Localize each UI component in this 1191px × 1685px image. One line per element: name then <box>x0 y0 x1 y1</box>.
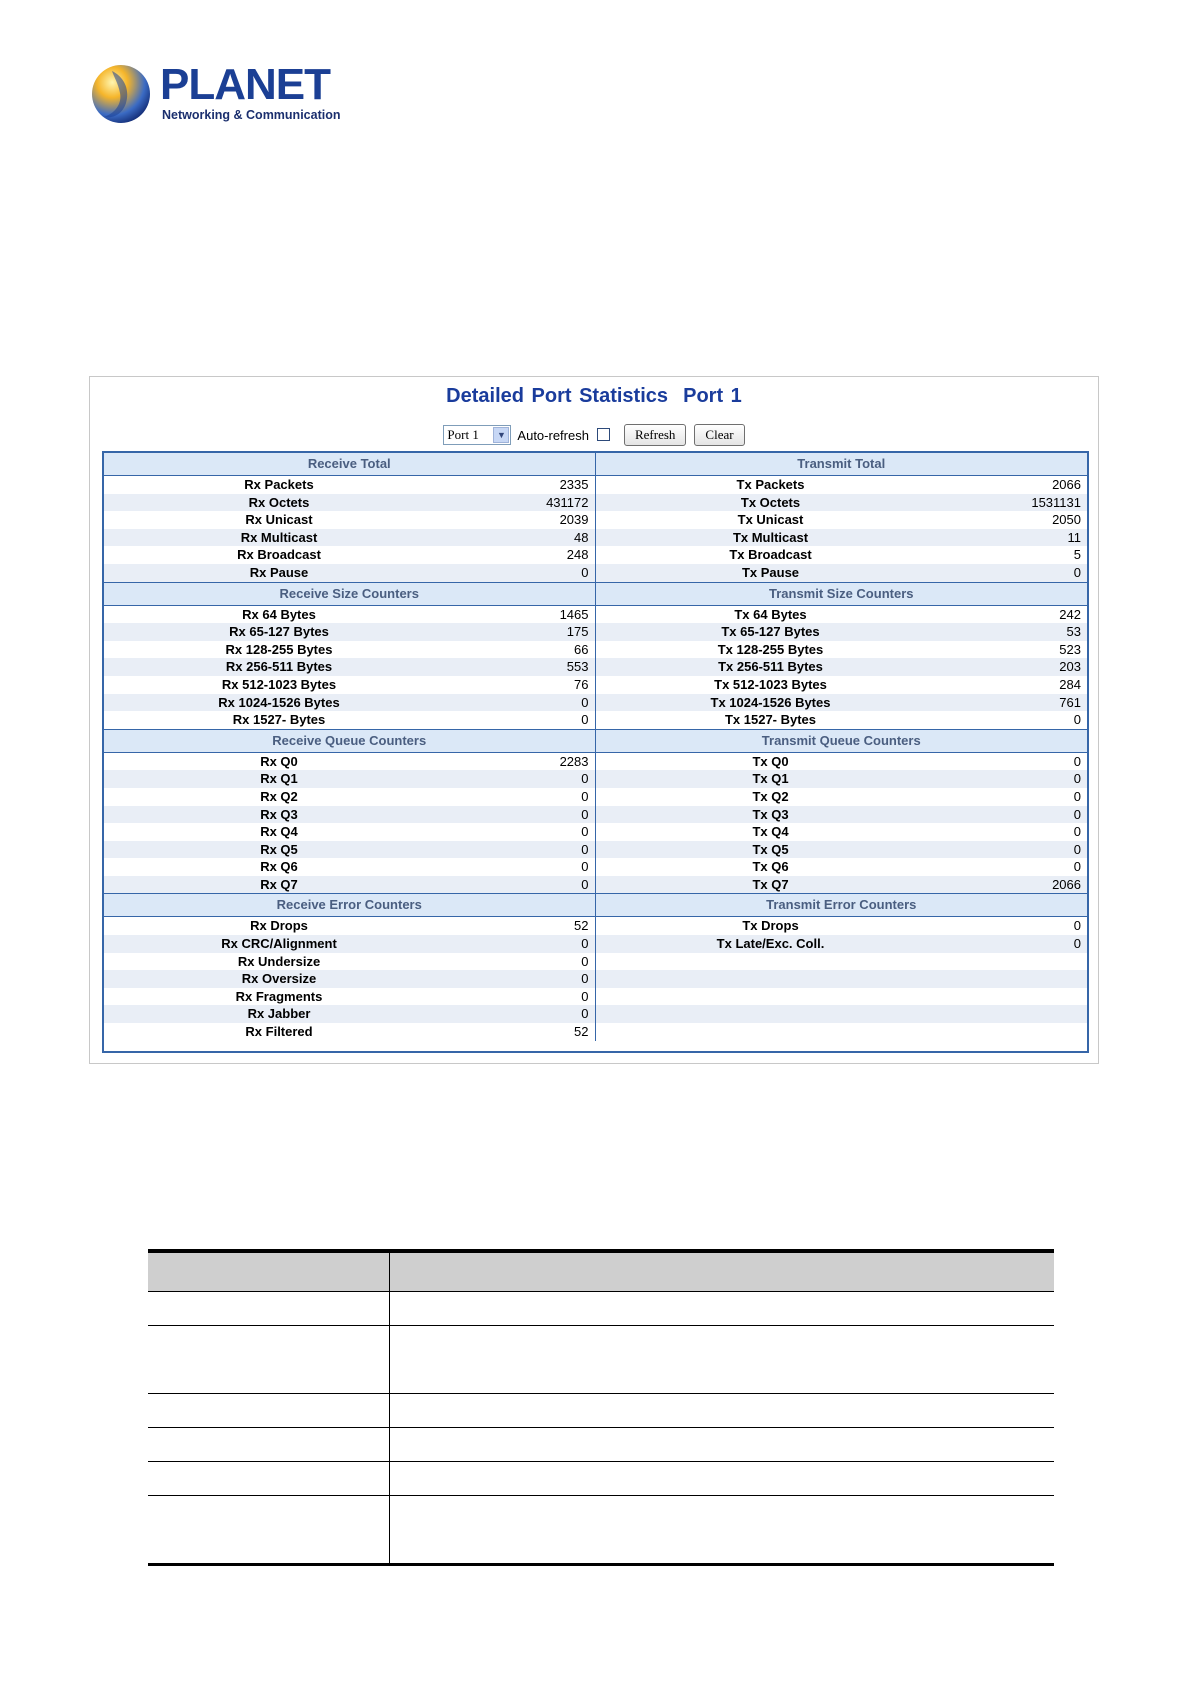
stat-label: Rx Filtered <box>245 1024 313 1040</box>
stat-value: 66 <box>574 641 589 657</box>
stat-row <box>596 711 1088 729</box>
stat-label: Tx Packets <box>736 477 805 492</box>
stat-label: Rx Q7 <box>260 876 298 892</box>
refresh-button[interactable]: Refresh <box>624 424 686 446</box>
description-row <box>148 1394 1054 1428</box>
stat-row <box>596 806 1088 824</box>
stat-row <box>596 1023 1088 1041</box>
stat-value: 5 <box>1073 547 1081 563</box>
stat-row <box>104 546 595 564</box>
stats-section <box>596 453 1088 582</box>
stat-value: 0 <box>581 859 589 875</box>
stat-row <box>104 953 595 971</box>
stat-label: Tx 65-127 Bytes <box>721 624 820 640</box>
stat-row <box>596 841 1088 859</box>
stat-label: Rx Pause <box>249 564 309 580</box>
stat-row <box>596 606 1088 624</box>
stat-value: 0 <box>1073 806 1081 822</box>
stat-row <box>104 676 595 694</box>
stat-label: Rx Q3 <box>260 806 298 822</box>
stat-label: Rx Q5 <box>260 841 298 857</box>
stat-row <box>104 1005 595 1023</box>
section-header-transmit-total: Transmit Total <box>596 453 1088 476</box>
stat-value: 248 <box>566 547 589 563</box>
stat-value: 2335 <box>559 477 589 492</box>
stat-row <box>104 917 595 935</box>
stat-row <box>596 823 1088 841</box>
stat-label: Rx 65-127 Bytes <box>229 624 329 640</box>
object-cell <box>148 1428 390 1461</box>
stat-value: 0 <box>1073 936 1081 952</box>
stat-label: Rx 1024-1526 Bytes <box>218 694 340 710</box>
stat-row <box>104 841 595 859</box>
stat-label: Rx Q0 <box>260 753 298 769</box>
stat-row <box>596 641 1088 659</box>
stats-section <box>596 582 1088 729</box>
stat-row <box>104 935 595 953</box>
description-table <box>148 1249 1054 1566</box>
stat-label: Tx Q3 <box>752 806 789 822</box>
stat-label: Rx Multicast <box>240 529 318 545</box>
stat-label: Rx Drops <box>250 918 308 934</box>
section-header-transmit-queue-counters: Transmit Queue Counters <box>596 729 1088 753</box>
stat-label: Tx Q6 <box>752 859 789 875</box>
stat-value: 761 <box>1059 694 1081 710</box>
stat-value: 1465 <box>559 606 589 622</box>
stat-row <box>596 1005 1088 1023</box>
stat-row <box>104 770 595 788</box>
stat-value: 2066 <box>1052 477 1081 492</box>
stat-row <box>596 970 1088 988</box>
stat-label: Tx Broadcast <box>729 547 812 563</box>
stat-value: 431172 <box>546 494 589 510</box>
stat-label: Tx Octets <box>740 494 801 510</box>
logo-tagline: Networking & Communication <box>162 108 341 122</box>
stat-value: 0 <box>581 988 589 1004</box>
stat-row <box>596 529 1088 547</box>
stat-label: Rx Q6 <box>260 859 298 875</box>
auto-refresh-label: Auto-refresh <box>517 427 589 443</box>
object-cell <box>148 1462 390 1495</box>
stat-value: 203 <box>1059 659 1081 675</box>
stat-row <box>104 641 595 659</box>
section-header-receive-size-counters: Receive Size Counters <box>104 582 595 606</box>
object-cell <box>148 1394 390 1427</box>
stat-label: Tx Pause <box>741 564 800 580</box>
stat-label: Tx Q4 <box>752 824 789 840</box>
auto-refresh-checkbox[interactable] <box>597 428 610 441</box>
stat-value: 242 <box>1059 606 1081 622</box>
stat-row <box>596 623 1088 641</box>
object-cell <box>148 1292 390 1325</box>
description-cell <box>390 1292 1054 1325</box>
stat-row <box>104 858 595 876</box>
globe-logo-icon <box>90 63 152 125</box>
transmit-column <box>596 453 1088 1041</box>
stat-value: 0 <box>581 971 589 987</box>
port-select-value: Port 1 <box>447 427 479 442</box>
header-object-cell <box>148 1253 390 1291</box>
stat-value: 175 <box>566 624 589 640</box>
stat-row <box>104 806 595 824</box>
stat-value: 0 <box>581 771 589 787</box>
stat-row <box>596 770 1088 788</box>
stat-row <box>596 953 1088 971</box>
stat-value: 53 <box>1066 624 1081 640</box>
port-select[interactable] <box>443 425 511 445</box>
stat-label: Rx Broadcast <box>237 547 321 563</box>
stat-row <box>104 788 595 806</box>
stat-label: Rx 64 Bytes <box>242 606 316 622</box>
stat-row <box>596 876 1088 894</box>
stat-label: Rx Octets <box>248 494 310 510</box>
stat-value: 52 <box>574 918 589 934</box>
stat-label: Rx Q4 <box>260 824 298 840</box>
receive-column <box>104 453 596 1041</box>
description-row <box>148 1326 1054 1394</box>
stat-value: 1531131 <box>1031 494 1081 510</box>
stat-value: 48 <box>574 529 589 545</box>
description-row <box>148 1292 1054 1326</box>
description-cell <box>390 1326 1054 1393</box>
stat-value: 553 <box>566 659 589 675</box>
chevron-down-icon[interactable]: ▼ <box>493 427 509 443</box>
stat-label: Tx 128-255 Bytes <box>717 641 824 657</box>
stat-row <box>104 876 595 894</box>
stats-section <box>104 729 595 894</box>
stat-row <box>104 753 595 771</box>
description-cell <box>390 1394 1054 1427</box>
toolbar <box>90 423 1098 447</box>
stat-value: 0 <box>1073 712 1081 728</box>
stats-section <box>104 453 595 582</box>
stat-label: Rx Fragments <box>235 988 323 1004</box>
section-header-transmit-size-counters: Transmit Size Counters <box>596 582 1088 606</box>
section-header-receive-error-counters: Receive Error Counters <box>104 893 595 917</box>
stat-label: Tx Multicast <box>732 529 809 545</box>
description-row <box>148 1496 1054 1563</box>
stat-value: 52 <box>574 1024 589 1040</box>
stat-row <box>596 917 1088 935</box>
stat-row <box>596 511 1088 529</box>
stats-section <box>104 893 595 1040</box>
stat-row <box>596 564 1088 582</box>
stat-label: Tx Q5 <box>752 841 789 857</box>
object-cell <box>148 1326 390 1393</box>
stat-row <box>596 788 1088 806</box>
stat-label: Rx 128-255 Bytes <box>225 641 333 657</box>
stat-value: 0 <box>581 1006 589 1022</box>
stat-label: Tx 1024-1526 Bytes <box>710 694 831 710</box>
stats-section <box>104 582 595 729</box>
stat-row <box>104 623 595 641</box>
stat-row <box>596 658 1088 676</box>
stat-value: 0 <box>581 824 589 840</box>
stat-label: Rx Undersize <box>237 953 321 969</box>
stat-row <box>104 988 595 1006</box>
stat-value: 2039 <box>559 512 589 528</box>
stat-value: 0 <box>1073 824 1081 840</box>
object-cell <box>148 1496 390 1563</box>
stat-value: 0 <box>1073 753 1081 769</box>
stat-label: Tx 256-511 Bytes <box>718 659 823 675</box>
stat-value: 0 <box>581 694 589 710</box>
stat-label: Rx 1527- Bytes <box>232 712 326 728</box>
stat-row <box>104 694 595 712</box>
header-description-cell <box>390 1253 1054 1291</box>
stat-label: Rx Oversize <box>241 971 317 987</box>
stat-row <box>104 711 595 729</box>
stat-row <box>104 823 595 841</box>
stat-value: 11 <box>1067 529 1081 545</box>
stat-row <box>104 564 595 582</box>
stat-label: Rx 512-1023 Bytes <box>221 676 337 692</box>
stat-value: 76 <box>574 676 589 692</box>
stat-value: 0 <box>581 564 589 580</box>
stat-label: Tx Q0 <box>752 753 789 769</box>
stat-value: 2283 <box>559 753 589 769</box>
stat-value: 0 <box>1073 841 1081 857</box>
statistics-table <box>102 451 1089 1053</box>
stat-value: 0 <box>581 936 589 952</box>
planet-logo <box>90 60 350 130</box>
stat-label: Tx Q1 <box>752 771 789 787</box>
stat-row <box>596 935 1088 953</box>
stat-value: 0 <box>581 953 589 969</box>
stat-label: Tx Q2 <box>752 788 789 804</box>
stat-value: 0 <box>581 712 589 728</box>
stat-value: 0 <box>581 841 589 857</box>
stats-section <box>596 893 1088 1040</box>
stat-value: 0 <box>581 876 589 892</box>
stat-label: Rx CRC/Alignment <box>221 936 337 952</box>
stat-label: Tx 512-1023 Bytes <box>714 676 827 692</box>
stat-row <box>104 658 595 676</box>
stat-row <box>596 694 1088 712</box>
stat-value: 0 <box>1073 564 1081 580</box>
description-row <box>148 1428 1054 1462</box>
stat-label: Tx 1527- Bytes <box>724 712 817 728</box>
stat-value: 0 <box>581 788 589 804</box>
stat-label: Rx Jabber <box>247 1006 311 1022</box>
stat-value: 0 <box>1073 788 1081 804</box>
clear-button[interactable]: Clear <box>694 424 744 446</box>
page-title: Detailed Port Statistics Port 1 <box>446 385 742 407</box>
logo-wordmark: PLANET <box>160 60 330 109</box>
description-cell <box>390 1462 1054 1495</box>
stat-value: 0 <box>1073 859 1081 875</box>
stat-value: 284 <box>1059 676 1081 692</box>
stat-label: Tx Late/Exc. Coll. <box>716 936 825 952</box>
stat-value: 0 <box>1073 771 1081 787</box>
stat-value: 0 <box>1073 918 1081 934</box>
description-table-header <box>148 1252 1054 1292</box>
stat-row <box>596 676 1088 694</box>
stat-value: 2066 <box>1052 876 1081 892</box>
stat-value: 0 <box>581 806 589 822</box>
stat-label: Rx Unicast <box>245 512 313 528</box>
stat-label: Rx Q2 <box>260 788 298 804</box>
stat-row <box>104 1023 595 1041</box>
stat-label: Tx Drops <box>742 918 799 934</box>
description-cell <box>390 1428 1054 1461</box>
port-statistics-panel <box>89 376 1099 1064</box>
stat-row <box>104 606 595 624</box>
stat-row <box>104 476 595 494</box>
stat-row <box>104 511 595 529</box>
section-header-receive-total: Receive Total <box>104 453 595 476</box>
stat-row <box>596 494 1088 512</box>
stat-row <box>596 858 1088 876</box>
stat-label: Rx 256-511 Bytes <box>225 659 333 675</box>
description-cell <box>390 1496 1054 1563</box>
stat-row <box>596 476 1088 494</box>
section-header-transmit-error-counters: Transmit Error Counters <box>596 893 1088 917</box>
stat-row <box>104 529 595 547</box>
section-header-receive-queue-counters: Receive Queue Counters <box>104 729 595 753</box>
stat-row <box>596 753 1088 771</box>
stat-row <box>104 494 595 512</box>
stat-label: Tx Unicast <box>737 512 804 528</box>
stat-row <box>104 970 595 988</box>
stat-label: Rx Q1 <box>260 771 298 787</box>
stat-value: 2050 <box>1052 512 1081 528</box>
stat-value: 523 <box>1059 641 1081 657</box>
stat-row <box>596 988 1088 1006</box>
stat-label: Tx 64 Bytes <box>734 606 807 622</box>
stat-label: Tx Q7 <box>752 876 789 892</box>
stat-label: Rx Packets <box>244 477 314 492</box>
description-row <box>148 1462 1054 1496</box>
stats-section <box>596 729 1088 894</box>
stat-row <box>596 546 1088 564</box>
